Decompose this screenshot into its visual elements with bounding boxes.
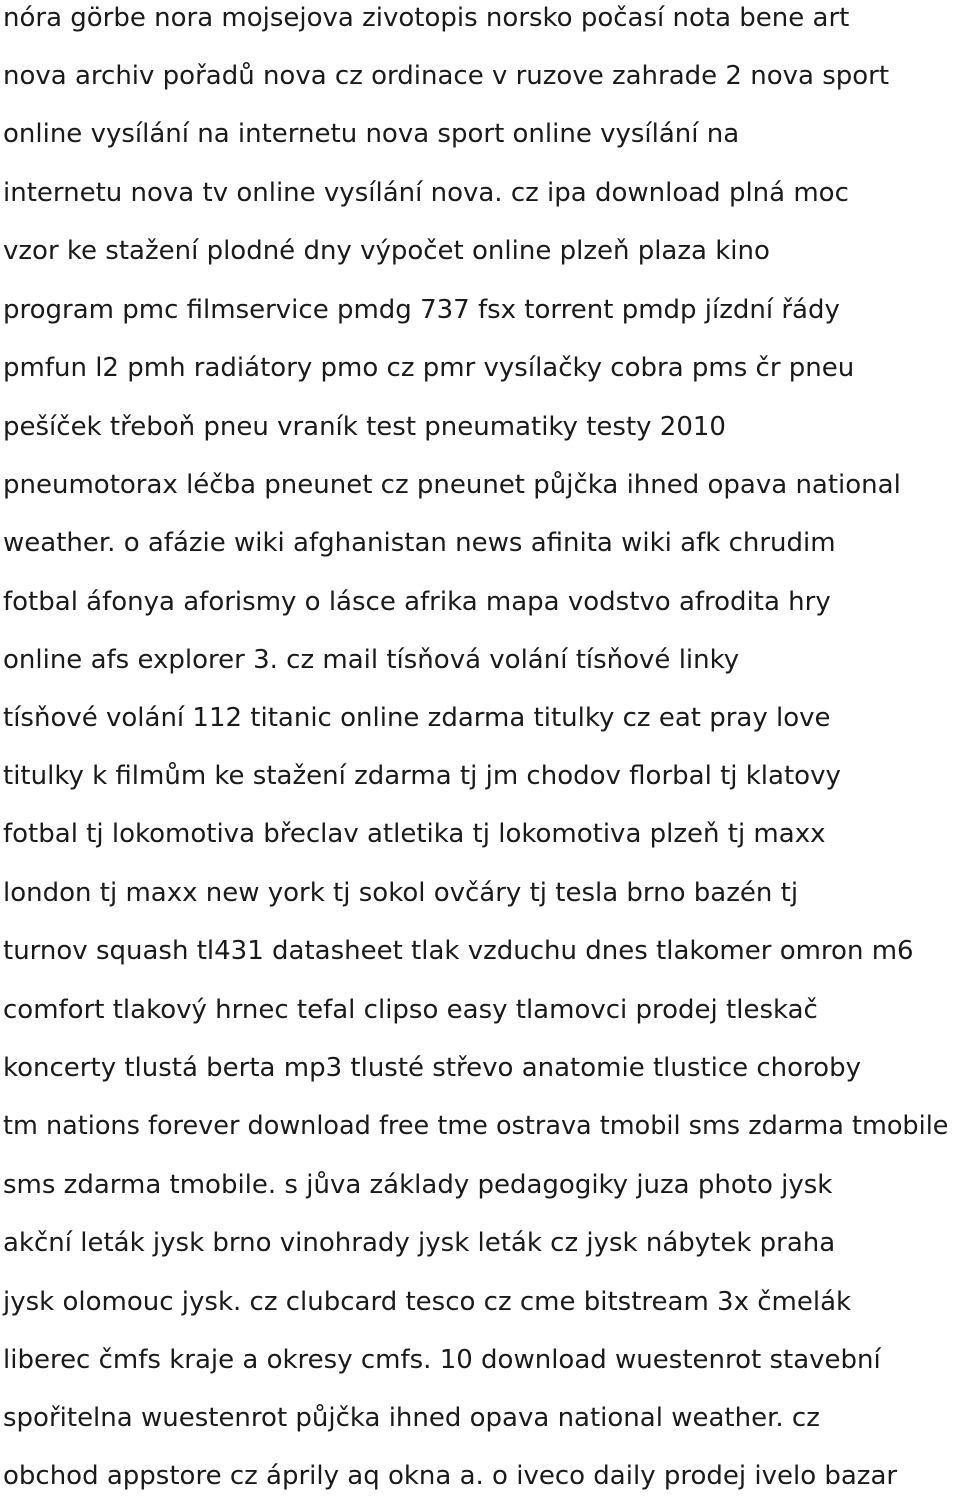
text-line: liberec čmfs kraje a okresy cmfs. 10 download wuestenrot stavební — [3, 1345, 881, 1375]
text-line: online vysílání na internetu nova sport online vysílání na — [3, 119, 740, 149]
text-line: vzor ke stažení plodné dny výpočet online plzeň plaza kino — [3, 236, 770, 266]
text-line: pmfun l2 pmh radiátory pmo cz pmr vysílačky cobra pms čr pneu — [3, 353, 855, 383]
text-line: program pmc filmservice pmdg 737 fsx torrent pmdp jízdní řády — [3, 295, 840, 325]
text-line: weather. o afázie wiki afghanistan news afinita wiki afk chrudim — [3, 528, 836, 558]
text-line: tm nations forever download free tme ostrava tmobil sms zdarma tmobile — [3, 1111, 949, 1141]
text-line: fotbal tj lokomotiva břeclav atletika tj lokomotiva plzeň tj maxx — [3, 819, 826, 849]
text-line: akční leták jysk brno vinohrady jysk leták cz jysk nábytek praha — [3, 1228, 836, 1258]
text-line: koncerty tlustá berta mp3 tlusté střevo anatomie tlustice choroby — [3, 1053, 861, 1083]
text-line: london tj maxx new york tj sokol ovčáry tj tesla brno bazén tj — [3, 878, 799, 908]
text-line: spořitelna wuestenrot půjčka ihned opava national weather. cz — [3, 1403, 820, 1433]
text-line: online afs explorer 3. cz mail tísňová volání tísňové linky — [3, 645, 740, 675]
text-line: pešíček třeboň pneu vraník test pneumatiky testy 2010 — [3, 412, 726, 442]
text-line: obchod appstore cz áprily aq okna a. o iveco daily prodej ivelo bazar — [3, 1461, 898, 1491]
text-line: nóra görbe nora mojsejova zivotopis norsko počasí nota bene art — [3, 3, 850, 33]
text-line: sms zdarma tmobile. s jůva základy pedagogiky juza photo jysk — [3, 1170, 833, 1200]
text-line: pneumotorax léčba pneunet cz pneunet půjčka ihned opava national — [3, 470, 901, 500]
text-line: internetu nova tv online vysílání nova. cz ipa download plná moc — [3, 178, 849, 208]
text-line: nova archiv pořadů nova cz ordinace v ruzove zahrade 2 nova sport — [3, 61, 890, 91]
text-line: comfort tlakový hrnec tefal clipso easy tlamovci prodej tleskač — [3, 995, 818, 1025]
text-line: titulky k filmům ke stažení zdarma tj jm chodov florbal tj klatovy — [3, 761, 841, 791]
text-line: fotbal áfonya aforismy o lásce afrika mapa vodstvo afrodita hry — [3, 587, 831, 617]
text-line: turnov squash tl431 datasheet tlak vzduchu dnes tlakomer omron m6 — [3, 936, 914, 966]
text-line: tísňové volání 112 titanic online zdarma titulky cz eat pray love — [3, 703, 831, 733]
text-line: jysk olomouc jysk. cz clubcard tesco cz cme bitstream 3x čmelák — [3, 1287, 852, 1317]
